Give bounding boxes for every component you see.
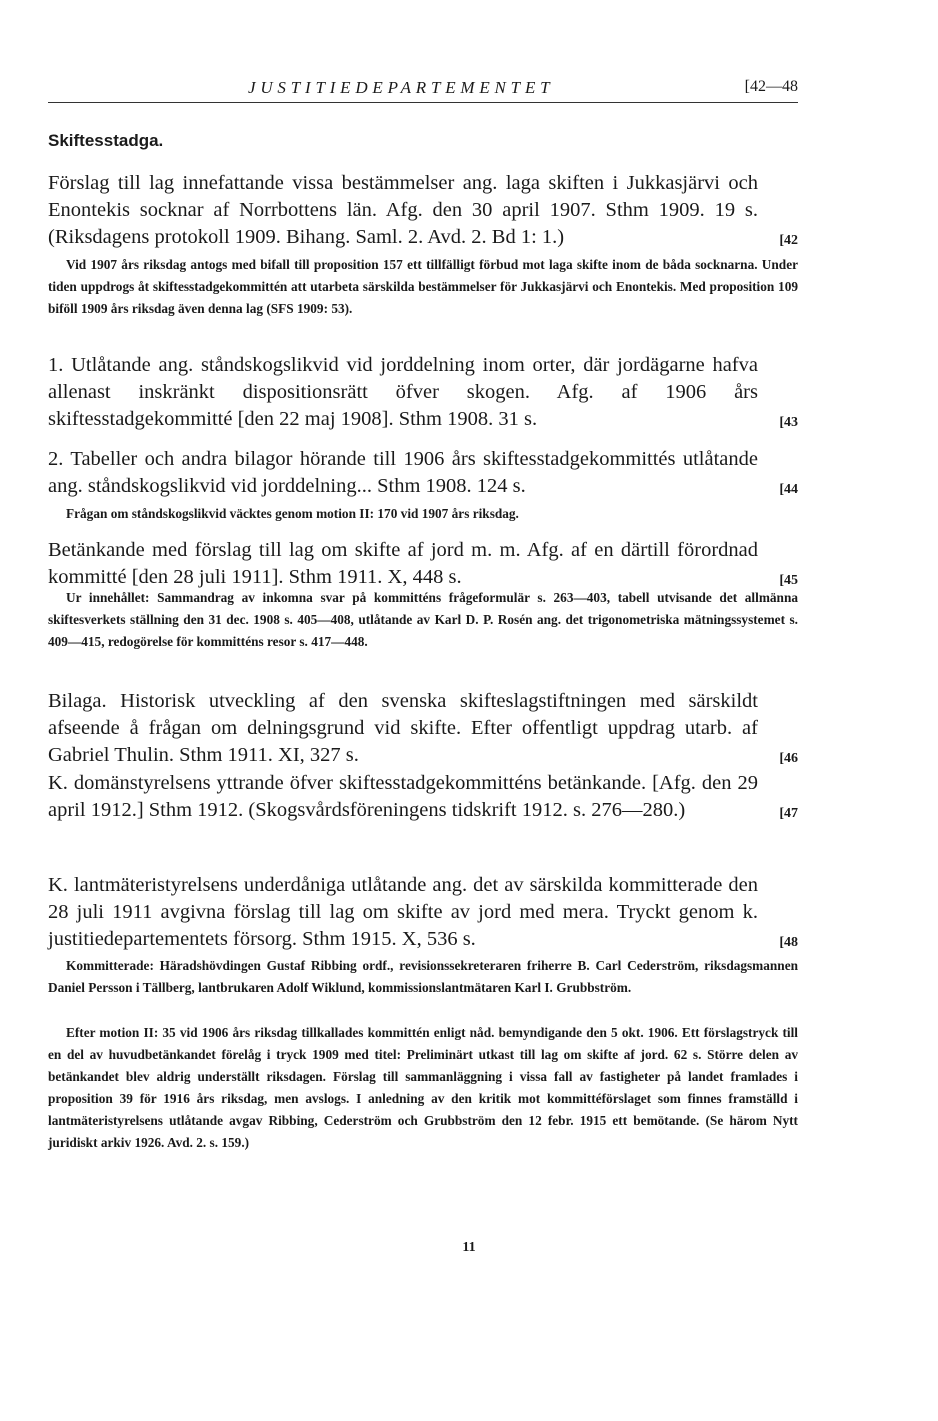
note: Frågan om ståndskogslikvid väcktes genom motion II: 170 vid 1907 års riksdag. — [66, 506, 519, 521]
section-heading: Skiftesstadga. — [48, 131, 164, 150]
entry-text: K. domänstyrelsens yttrande öfver skiftesstadgekommitténs betänkande. [Afg. den 29 april 1912.] Sthm 1912. (Skogsvårdsföreningens tidskrift 1912. s. 276—280.) — [48, 772, 758, 821]
note: Kommitterade: Häradshövdingen Gustaf Ribbing ordf., revisionssekreteraren friherre B. Carl Cederström, riksdagsmannen Daniel Persson i Tällberg, lantbrukaren Adolf Wiklund, kommissionslantmätaren Karl I. Grubbström. — [48, 958, 798, 995]
entry-marker: [45 — [779, 573, 798, 588]
header-title: JUSTITIEDEPARTEMENTET — [248, 78, 555, 97]
entry-text: Bilaga. Historisk utveckling af den svenska skifteslagstiftningen med särskildt afseende å frågan om delningsgrund vid skifte. Efter offentligt uppdrag utarb. af Gabriel Thulin. Sthm 1911. XI, 327 s. — [48, 690, 758, 766]
entry-text: Betänkande med förslag till lag om skifte af jord m. m. Afg. af en därtill förordnad kommitté [den 28 juli 1911]. Sthm 1911. X, 448 s. — [48, 539, 758, 588]
entry-text: 2. Tabeller och andra bilagor hörande till 1906 års skiftesstadgekommittés utlåtande ang. ståndskogslikvid vid jorddelning... Sthm 1908. 124 s. — [48, 448, 758, 497]
header-rule — [48, 102, 798, 103]
entry-text: 1. Utlåtande ang. ståndskogslikvid vid jorddelning inom orter, där jordägarne hafva allenast inskränkt dispositionsrätt öfver skogen. Afg. af 1906 års skiftesstadgekommitté [den 22 maj 1908]. Sthm 1908. 31 s. — [48, 354, 758, 430]
entry-44 — [48, 446, 798, 500]
entry-48 — [48, 872, 798, 953]
note: Efter motion II: 35 vid 1906 års riksdag tillkallades kommittén enligt nåd. bemyndigande den 5 okt. 1906. Ett förslagstryck till en del av huvudbetänkandet förelåg i tryck 1909 med titel: Preliminärt utkast till lag om skifte af jord. 62 s. Större delen av betänkandet blev aldrig underställt riksdagen. Förslag till sammanläggning i vissa fall av fastigheter på landet framlades i proposition 39 för 1916 års riksdag, men avslogs. I anledning av den kritik mot kommittéförslaget som finnes framställd i lantmäteristyrelsens utlåtande avgav Ribbing, Cederström och Grubbström den 12 febr. 1915 ett bemötande. (Se härom Nytt juridiskt arkiv 1926. Avd. 2. s. 159.) — [48, 1025, 798, 1150]
entry-marker: [44 — [779, 482, 798, 497]
running-header — [48, 74, 798, 104]
entry-marker: [46 — [779, 751, 798, 766]
page-number: 11 — [462, 1240, 476, 1255]
entry-text: Förslag till lag innefattande vissa bestämmelser ang. laga skiften i Jukkasjärvi och Enontekis socknar af Norrbottens län. Afg. den 30 april 1907. Sthm 1909. 19 s. (Riksdagens protokoll 1909. Bihang. Saml. 2. Avd. 2. Bd 1: 1.) — [48, 172, 758, 248]
entry-43 — [48, 352, 798, 433]
note: Ur innehållet: Sammandrag av inkomna svar på kommitténs frågeformulär s. 263—403, tabell utvisande det allmänna skiftesverkets ställning den 31 dec. 1908 s. 405—408, utlåtande av Karl D. P. Rosén ang. det trigonometriska mätningssystemet s. 409—415, redogörelse för kommitténs resor s. 417—448. — [48, 590, 798, 649]
entry-42 — [48, 170, 798, 251]
entry-marker: [47 — [779, 806, 798, 821]
entry-45 — [48, 537, 798, 591]
entry-marker: [42 — [779, 233, 798, 248]
note: Vid 1907 års riksdag antogs med bifall till proposition 157 ett tillfälligt förbud mot laga skifte inom de båda socknarna. Under tiden uppdrogs åt skiftesstadgekommittén att utarbeta särskilda bestämmelser för Jukkasjärvi och Enontekis. Med proposition 109 biföll 1909 års riksdag även denna lag (SFS 1909: 53). — [48, 257, 798, 316]
entry-marker: [48 — [779, 935, 798, 950]
entry-46 — [48, 688, 798, 769]
entry-marker: [43 — [779, 415, 798, 430]
header-entry-range: [42—48 — [744, 78, 798, 95]
entry-text: K. lantmäteristyrelsens underdåniga utlåtande ang. det av särskilda kommitterade den 28 juli 1911 avgivna förslag till lag om skifte av jord med mera. Tryckt genom k. justitiedepartementets försorg. Sthm 1915. X, 536 s. — [48, 874, 758, 950]
entry-47 — [48, 770, 798, 824]
